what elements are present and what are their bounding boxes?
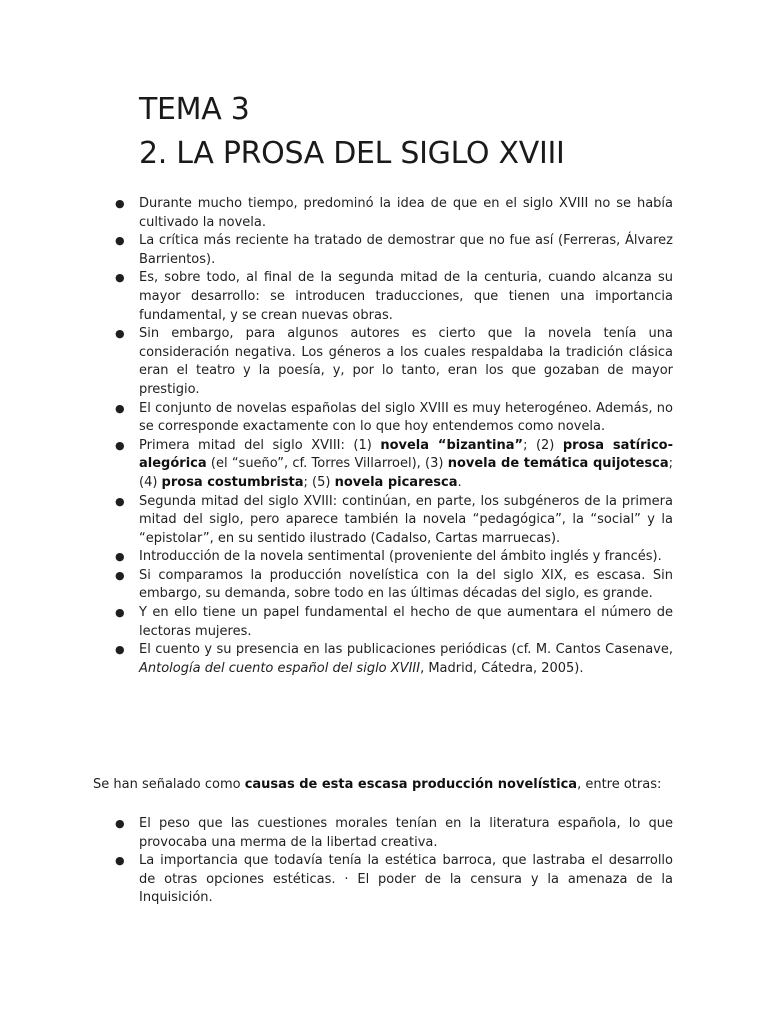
list-item [115,493,673,549]
text-run: ; (5) [303,474,335,490]
text-run: Se han señalado como [93,777,245,792]
bullet-icon: ● [115,327,125,341]
list-item [115,232,673,269]
list-item [115,815,673,852]
bullet-icon: ● [115,401,125,415]
text-run: Segunda mitad del siglo XVIII: continúan, en parte, los subgéneros de la primera mitad del siglo, pero aparece también la novela “pedagógica”, la “social” y la “epistolar”, en su sentido ilustrado (Cadalso, Cartas marruecas). [139,493,673,546]
bullet-icon: ● [115,568,125,582]
text-run: Durante mucho tiempo, predominó la idea de que en el siglo XVIII no se había cultivado la novela. [139,196,673,230]
causes-paragraph [93,776,673,795]
list-item [115,548,673,567]
bullet-icon: ● [115,494,125,508]
text-run: La importancia que todavía tenía la estética barroca, que lastraba el desarrollo de otras opciones estéticas. · El poder de la censura y la amenaza de la Inquisición. [139,853,673,906]
page-title [139,88,565,176]
text-run: El peso que las cuestiones morales tenían en la literatura española, lo que provocaba una merma de la libertad creativa. [139,816,673,850]
list-item [115,195,673,232]
list-item [115,325,673,399]
list-item [115,852,673,908]
list-item [115,641,673,678]
bold-text: novela de temática quijotesca [447,456,669,472]
text-run: El cuento y su presencia en las publicaciones periódicas (cf. M. Cantos Casenave, [139,642,673,658]
bold-text: prosa costumbrista [161,474,304,490]
list-item [115,269,673,325]
text-run: Si comparamos la producción novelística con la del siglo XIX, es escasa. Sin embargo, su demanda, sobre todo en las últimas décadas del siglo, es grande. [139,567,673,602]
bullet-icon: ● [115,271,125,285]
text-run: ; (4) [139,456,673,490]
list-item [115,604,673,641]
text-run: . [457,474,462,490]
bullet-list-main [115,195,674,678]
text-run: , Madrid, Cátedra, 2005). [420,660,584,676]
text-run: , entre otras: [577,777,662,792]
text-run: Introducción de la novela sentimental (proveniente del ámbito inglés y francés). [139,549,662,565]
text-run: Es, sobre todo, al final de la segunda mitad de la centuria, cuando alcanza su mayor desarrollo: se introducen traducciones, que tienen una importancia fundamental, y se crean nuevas obras. [139,270,673,323]
bold-text: novela picaresca [334,474,458,490]
bullet-icon: ● [115,234,125,248]
text-run: La crítica más reciente ha tratado de demostrar que no fue así (Ferreras, Álvarez Barrientos). [139,233,673,267]
list-item [115,400,673,437]
text-run: (el “sueño”, cf. Torres Villarroel), (3) [206,456,448,472]
title-line-2: 2. LA PROSA DEL SIGLO XVIII [139,136,565,171]
title-line-1: TEMA 3 [139,92,250,127]
text-run: El conjunto de novelas españolas del siglo XVIII es muy heterogéneo. Además, no se corresponde exactamente con lo que hoy entendemos como novela. [139,400,673,435]
text-run: Y en ello tiene un papel fundamental el hecho de que aumentara el número de lectoras mujeres. [139,605,673,639]
bullet-icon: ● [115,550,125,564]
bold-text: novela “bizantina” [380,437,524,453]
text-run: Primera mitad del siglo XVIII: (1) [139,437,381,453]
list-item [115,567,673,604]
bold-text: causas de esta escasa producción novelística [244,777,578,792]
bullet-icon: ● [115,197,125,210]
italic-text: Antología del cuento español del siglo XVIII [139,660,421,676]
bullet-icon: ● [115,606,125,620]
text-run: ; (2) [523,437,563,453]
bullet-list-causes [115,815,673,908]
bullet-icon: ● [115,817,125,830]
list-item [115,437,674,493]
bullet-icon: ● [115,643,125,657]
bullet-icon: ● [115,854,125,868]
bullet-icon: ● [115,438,125,452]
text-run: Sin embargo, para algunos autores es cierto que la novela tenía una consideración negativa. Los géneros a los cuales respaldaba la tradición clásica eran el teatro y la poesía, y, por lo tanto, eran los que gozaban de mayor prestigio. [139,326,673,397]
bold-text: prosa satírico-alegórica [139,437,674,472]
